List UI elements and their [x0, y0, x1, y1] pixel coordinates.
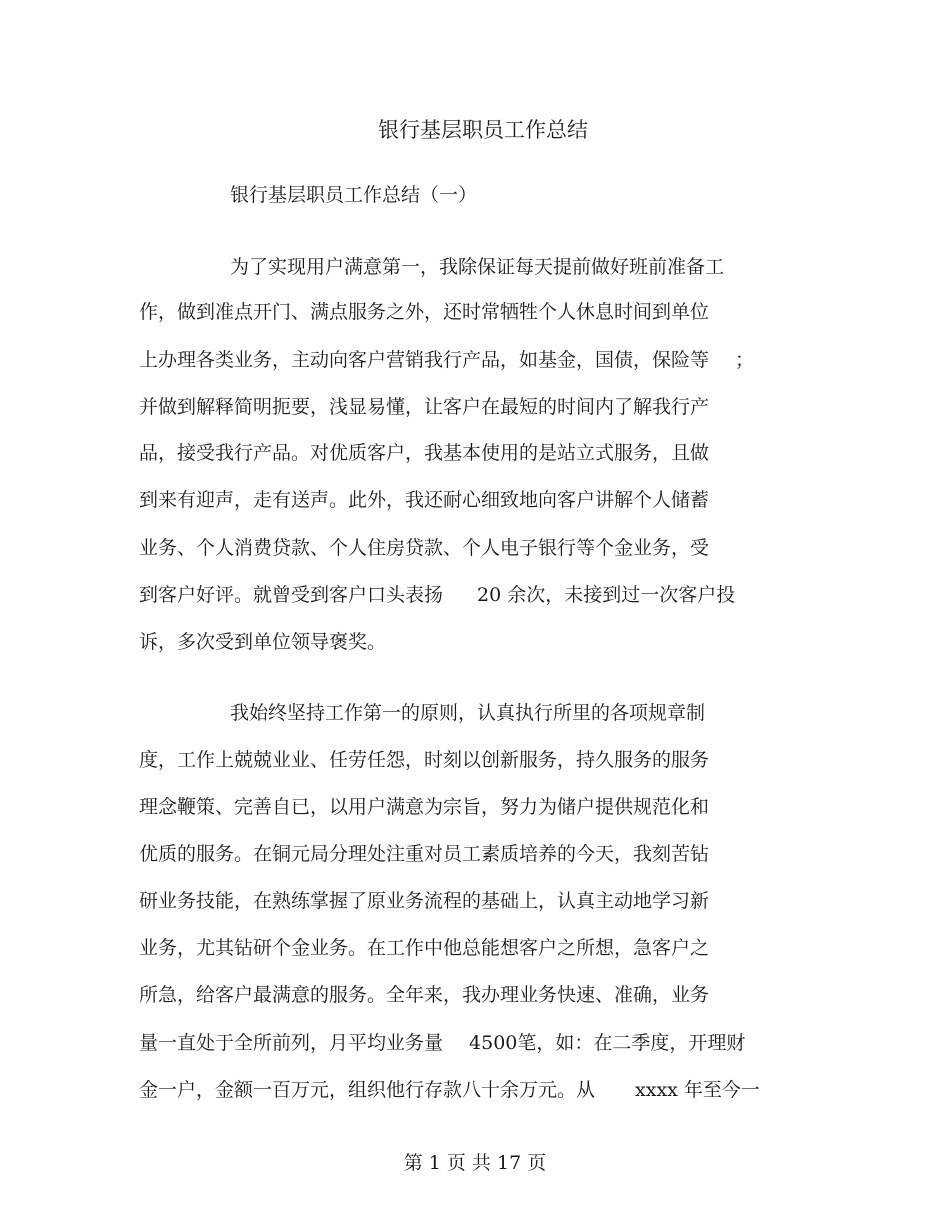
paragraph-2-line-3: 理念鞭策、完善自已，以用户满意为宗旨，努力为储户提供规范化和: [139, 796, 710, 818]
paragraph-1-line-7: 业务、个人消费贷款、个人住房贷款、个人电子银行等个金业务，受: [139, 537, 710, 559]
page-number-footer: 第 1 页 共 17 页: [403, 1152, 547, 1174]
paragraph-2-line-9: [139, 1075, 760, 1105]
paragraph-1-line-1: 为了实现用户满意第一，我除保证每天提前做好班前准备工: [230, 256, 725, 278]
paragraph-2-line-8: [139, 1028, 745, 1058]
section-subtitle: 银行基层职员工作总结（一）: [230, 184, 478, 206]
paragraph-1-line-8-text: 到客户好评。就曾受到客户口头表扬: [139, 584, 444, 606]
paragraph-2-line-8-count: 4500笔，如：在二季度，开理财: [469, 1032, 746, 1054]
paragraph-2-line-9-year: xxxx 年至今一: [635, 1079, 760, 1101]
paragraph-1-line-5: 品，接受我行产品。对优质客户，我基本使用的是站立式服务，且做: [139, 442, 710, 464]
paragraph-1-line-3-text: 上办理各类业务，主动向客户营销我行产品，如基金，国债，保险等: [139, 349, 710, 371]
paragraph-2-line-6: 业务，尤其钻研个金业务。在工作中他总能想客户之所想，急客户之: [139, 937, 710, 959]
paragraph-1-line-3: [139, 345, 754, 375]
paragraph-1-line-8-count: 20 余次，未接到过一次客户投: [477, 584, 736, 606]
paragraph-2-line-8-text: 量一直处于全所前列，月平均业务量: [139, 1032, 444, 1054]
paragraph-2-line-4: 优质的服务。在铜元局分理处注重对员工素质培养的今天，我刻苦钻: [139, 843, 710, 865]
paragraph-1-line-4: 并做到解释简明扼要，浅显易懂，让客户在最短的时间内了解我行产: [139, 396, 710, 418]
paragraph-1-line-2: 作，做到准点开门、满点服务之外，还时常牺牲个人休息时间到单位: [139, 301, 710, 323]
paragraph-1-line-9: 诉，多次受到单位领导褒奖。: [139, 631, 387, 653]
paragraph-2-line-1: 我始终坚持工作第一的原则，认真执行所里的各项规章制: [230, 702, 706, 724]
document-title: 银行基层职员工作总结: [378, 118, 588, 142]
paragraph-2-line-9-text: 金一户，金额一百万元，组织他行存款八十余万元。从: [139, 1079, 596, 1101]
paragraph-2-line-5: 研业务技能，在熟练掌握了原业务流程的基础上，认真主动地学习新: [139, 890, 710, 912]
paragraph-2-line-2: 度，工作上兢兢业业、任劳任怨，时刻以创新服务，持久服务的服务: [139, 749, 710, 771]
paragraph-1-line-8: [139, 580, 735, 610]
paragraph-1-line-3-punct: ；: [735, 349, 755, 371]
paragraph-1-line-6: 到来有迎声，走有送声。此外，我还耐心细致地向客户讲解个人储蓄: [139, 489, 710, 511]
paragraph-2-line-7: 所急，给客户最满意的服务。全年来，我办理业务快速、准确，业务: [139, 984, 710, 1006]
